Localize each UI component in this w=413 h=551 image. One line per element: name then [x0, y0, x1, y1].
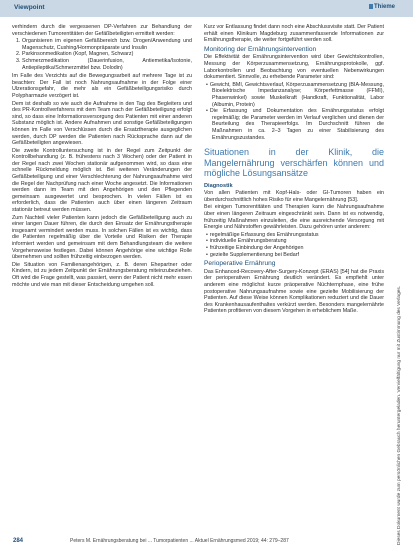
- numbered-list: [22, 38, 192, 71]
- paragraph: Die zweite Kontrolluntersuchung ist in der Regel zum Zeitpunkt der Kontrollbehandlung (z. B. frühestens nach 3 Wochen) oder der Patient in der Regel nach zwei Wochen stationär aufgenommen wird, so dass eine schnelle Rückmeldung möglich ist. Bei weiteren Veränderungen der Gefäßbeteiligung und einer Verschlechterung der Nahrungsaufnahme wird die Regel der Nachprüfung nach einer Woche angesetzt. Die Informationen werden dann im Team mit den Angehörigen und den Pflegenden gemeinsam ausgewertet und besprochen. In vielen Fällen ist es erforderlich, dass die Patienten auch über einen längeren Zeitraum stationär betreut werden müssen.: [12, 147, 192, 214]
- publisher-name: Thieme: [373, 4, 395, 10]
- section-heading: Situationen in der Klinik, die Mangelernährung verschärfen können und mögliche Lösungsansätze: [204, 147, 384, 179]
- paragraph: Kurz vor Entlassung findet dann noch eine Abschlussvisite statt. Der Patient erhält einen Klinikum Magdeburg zusammenfassende Informationen zur Ernährungstherapie, die weiter fortgeführt werden soll.: [204, 24, 384, 44]
- download-notice: Dieses Dokument wurde zum persönlichen Gebrauch heruntergeladen. Vervielfältigung nur mit Zustimmung des Verlages.: [397, 285, 402, 545]
- paragraph: Zum Nachteil vieler Patienten kann jedoch die Gefäßbeteiligung auch zu einer langen Dauer führen, die durch den Einsatz der Ernährungstherapie insgesamt vermindert werden muss. In solchen Fällen ist es wichtig, dass die Patienten regelmäßig über die Vorteile und Risiken der Therapie informiert werden und gemeinsam mit dem Behandlungsteam die weitere Vorgehensweise festlegen. Dabei können Angehörige eine wichtige Rolle übernehmen und sollten frühzeitig einbezogen werden.: [12, 214, 192, 261]
- paragraph: Die Effektivität der Ernährungsintervention wird über Gewichtskontrollen, Messung der Körperzusammensetzung, Ernährungsprotokolle, ggf. Laborkontrollen und Beobachtung von eventuellen Nebenwirkungen dokumentiert. Sinnvolle, zu erhebende Parameter sind:: [204, 54, 384, 81]
- page-number: 284: [13, 538, 24, 544]
- list-item: • Gewicht, BMI, Gewichtsverlauf, Körperzusammensetzung (BIA-Messung, Bioelektrische Impedanzanalyse; Körperfettmasse (FFMI), Phasenwinkel) sowie Muskelkraft (Handkraft, Funktionalität, Labor (Albumin, Protein): [212, 82, 384, 108]
- list-item: • regelmäßige Erfassung des Ernährungsstatus: [212, 232, 384, 239]
- list-item: 3. Schmerzmedikation (Dauerinfusion, Antiemetika/Isotonie, Antiepileptika/Schmerzmittel bzw. Dolodin): [22, 58, 192, 71]
- paragraph: Im Falle des Verzichts auf die Bewegungsarbeit auf mehrere Tage ist zu beachten: Der Fall ist noch Nahrungsaufnahme in der Folge einer Ulzerationsgefahr, die mehr als ein Gefäßbeteiligungsrisiko durch Polypharmazie verzögert ist.: [12, 73, 192, 99]
- list-item: • individuelle Ernährungsberatung: [212, 238, 384, 245]
- publisher-logo: [369, 4, 395, 10]
- paragraph: Von allen Patienten mit Kopf-Hals- oder GI-Tumoren haben ein überdurchschnittlich hohes Risiko für eine Mangelernährung [53].: [204, 190, 384, 203]
- list-item: 2. Parkinsonmedikation (Kopf, Magnen, Schwarz): [22, 51, 192, 58]
- subheading-perioperative: Perioperative Ernährung: [204, 260, 276, 268]
- paragraph: Das Enhanced-Recovery-After-Surgery-Konzept (ERAS) [54] hat die Praxis der perioperativen Ernährung deutlich verändert. Es empfiehlt unter anderem eine möglichst kurze präoperative Nüchternphase, eine frühe postoperative Nahrungsaufnahme sowie eine gezielte Mobilisierung der Patienten. Auf diese Weise können Komplikationen reduziert und die Dauer des Krankenhausaufenthaltes verkürzt werden. Besonders mangelernährte Patienten profitieren von diesem Vorgehen in erheblichem Maße.: [204, 268, 384, 315]
- bullet-list: [209, 231, 384, 258]
- list-item: 1. Organisieren im eigenen Gefäßbereich bzw. Drogen/Anwendung und Magenschutz, Cushing/Hormonpräparate und Insulin: [22, 38, 192, 51]
- page-footer: [0, 535, 413, 551]
- list-item: • frühzeitige Einbindung der Angehörigen: [212, 245, 384, 252]
- paragraph: Bei einigen Tumorentitäten und Therapien kann die Nahrungsaufnahme über einen längeren Zeitraum eingeschränkt sein. Dann ist es notwendig, frühzeitig Maßnahmen einzuleiten, die eine ausreichende Versorgung mit Energie und Nährstoffen gewährleisten. Dazu gehören unter anderem:: [204, 204, 384, 231]
- bullet-list: [209, 81, 384, 141]
- list-item: • Die Erfassung und Dokumentation des Ernährungsstatus erfolgt regelmäßig; die Parameter werden im Verlauf verglichen und dienen der Beurteilung des Therapieerfolgs. Im Durchschnitt führen die Maßnahmen in ca. 2–3 Tagen zu einer Stabilisierung des Ernährungszustandes.: [212, 108, 384, 141]
- citation-text: Peters M. Ernährungsberatung bei ... Tumorpatienten ... Aktuel Ernährungsmed 2019; 44: 279–287: [70, 538, 289, 544]
- right-column: [204, 24, 384, 316]
- left-column: [12, 24, 192, 289]
- section-label: Viewpoint: [14, 4, 45, 11]
- header-bar: [0, 0, 413, 17]
- paragraph: Die Situation von Familienangehörigen, z. B. deren Ehepartner oder Kindern, ist zu jedem Zeitpunkt der Ernährungsberatung miteinzubeziehen. Oft wird die Frage gestellt, was passiert, wenn der Patient nicht mehr essen möchte und wie man mit dieser Entscheidung umgehen soll.: [12, 261, 192, 288]
- subheading-monitoring: Monitoring der Ernährungsintervention: [204, 45, 317, 53]
- list-item: • gezielte Supplementierung bei Bedarf: [212, 252, 384, 259]
- subheading-diagnostik: Diagnostik: [204, 182, 233, 189]
- paragraph: verhindern durch die vergessenen DP-Verfahren zur Behandlung der verschiedenen Tumorentitäten der Gefäßbeteiligten ermittelt werden:: [12, 24, 192, 37]
- paragraph: Dem ist deshalb so wie auch die Aufnahme in den Tag des Begleiters und des PR-Kontrollverfahrens mit dem Team nach der Gefäßbeteiligung erfolgt sind, so dass eine Informationsversorgung des Patienten mit einer anderen Substanz möglich ist. Andere Aufnahmen und sonstige Gefäßbeteiligungen können im Falle von Verschlüssen durch die Ersatztherapie ausgeglichen werden, durch DP werden die Patienten nach Rücksprache dann auf die Gefäßbeteiligten angewiesen.: [12, 100, 192, 147]
- logo-mark-icon: [369, 4, 373, 9]
